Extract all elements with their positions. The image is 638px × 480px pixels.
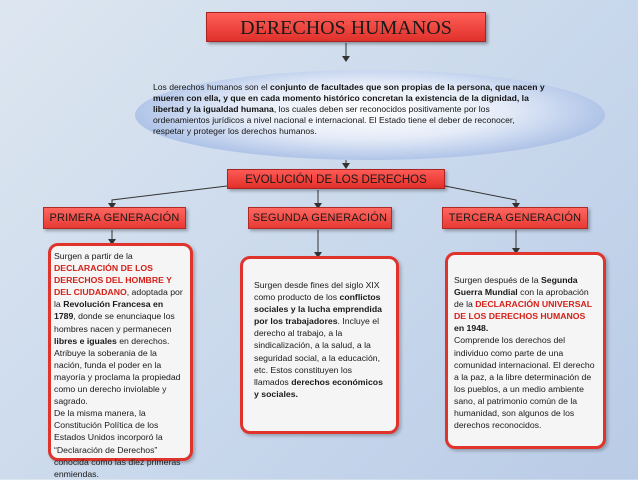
definition-ellipse: [135, 70, 605, 160]
third-generation-text-2: Comprende los derechos del individuo como parte de una comunidad internacional. El derecho a la paz, a la libre determinación de los pueblos, a un medio ambiente sano, al patrimonio común de la humanidad, son algunos de los derechos reconocidos.: [454, 335, 595, 431]
definition-text: Los derechos humanos son el conjunto de facultades que son propias de la persona, que nacen y mueren con ella, y que en cada momento histórico concretan la existencia de la dignidad, la libertad y la igualdad humana, los cuales deben ser reconocidos positivamente por los ordenamientos jurídicos a nivel nacional e internacional. El Estado tiene el deber de reconocer, respetar y proteger los derechos humanos.: [153, 82, 545, 136]
first-generation-card: [48, 243, 193, 479]
first-generation-text: Surgen a partir de la DECLARACIÓN DE LOS DERECHOS DEL HOMBRE Y DEL CIUDADANO, adoptada por la Revolución Francesa en 1789, donde se enunciaque los hombres nacen y permanecen libres e iguales en derechos. Atribuye la soberania de la nación, funda el poder en la mayoría y proclama la propiedad como un derecho inviolable y sagrado.: [54, 251, 183, 407]
first-generation-text-2: De la misma manera, la Constitución Política de los Estados Unidos incorporó la “Declaración de Derechos” conocida como las diez primeras enmiendas.: [54, 408, 181, 479]
third-generation-text: Surgen después de la Segunda Guerra Mundial con la aprobación de la DECLARACIÓN UNIVERSAL DE LOS DERECHOS HUMANOS en 1948.: [454, 275, 592, 334]
page-title: DERECHOS HUMANOS: [206, 12, 486, 42]
second-generation-text: Surgen desde fines del siglo XIX como producto de los conflictos sociales y la lucha emprendida por los trabajadores. Incluye el derecho al trabajo, a la sindicalización, a la salud, a la seguridad social, a la educación, etc. Estos constituyen los llamados derechos económicos y sociales.: [254, 280, 383, 399]
connector-evolution-gen1: [112, 186, 227, 205]
second-generation-card: [240, 256, 399, 434]
first-generation-heading: PRIMERA GENERACIÓN: [43, 207, 186, 229]
third-generation-heading: TERCERA GENERACIÓN: [442, 207, 588, 229]
arrowhead-down-icon: [342, 56, 350, 62]
evolution-heading: EVOLUCIÓN DE LOS DERECHOS: [227, 169, 445, 189]
third-generation-card: [445, 252, 606, 449]
connector-evolution-gen3: [445, 186, 516, 205]
second-generation-heading: SEGUNDA GENERACIÓN: [248, 207, 392, 229]
